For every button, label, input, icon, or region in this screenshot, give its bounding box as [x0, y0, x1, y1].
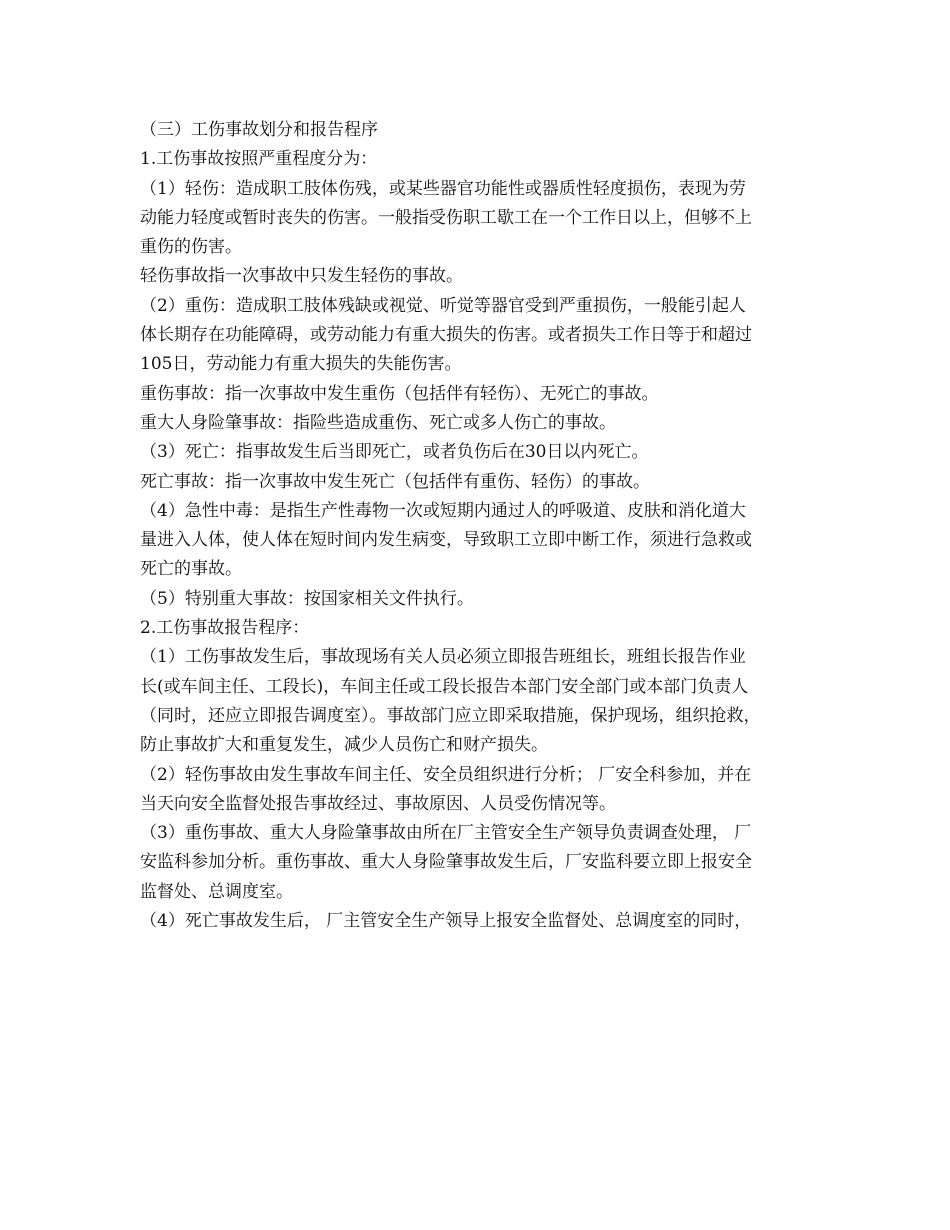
text-line: 安监科参加分析。重伤事故、重大人身险肇事故发生后，厂安监科要立即上报安全	[140, 852, 752, 873]
text-line: 防止事故扩大和重复发生，减少人员伤亡和财产损失。	[140, 735, 548, 756]
text-line: 当天向安全监督处报告事故经过、事故原因、人员受伤情况等。	[140, 793, 616, 814]
text-line: 动能力轻度或暂时丧失的伤害。一般指受伤职工歇工在一个工作日以上，但够不上	[140, 207, 752, 228]
text-line: （2）轻伤事故由发生事故车间主任、安全员组织进行分析； 厂安全科参加，并在	[140, 764, 752, 785]
text-line: （5）特别重大事故：按国家相关文件执行。	[140, 588, 474, 609]
text-line: 体长期存在功能障碍，或劳动能力有重大损失的伤害。或者损失工作日等于和超过	[140, 325, 752, 346]
text-line: （3）死亡：指事故发生后当即死亡，或者负伤后在30日以内死亡。	[140, 442, 649, 463]
text-line: 死亡的事故。	[140, 559, 242, 580]
text-line: 死亡事故：指一次事故中发生死亡（包括伴有重伤、轻伤）的事故。	[140, 471, 650, 492]
text-line: （4）死亡事故发生后， 厂主管安全生产领导上报安全监督处、总调度室的同时，	[140, 911, 752, 932]
text-line: （同时，还应立即报告调度室）。事故部门应立即采取措施，保护现场，组织抢救，	[140, 705, 761, 726]
subheading-classification: 1.工伤事故按照严重程度分为：	[140, 149, 378, 170]
text-line: （1）轻伤：造成职工肢体伤残，或某些器官功能性或器质性轻度损伤，表现为劳	[140, 178, 746, 199]
text-line: （2）重伤：造成职工肢体残缺或视觉、听觉等器官受到严重损伤，一般能引起人	[140, 295, 746, 316]
text-line: 重伤事故：指一次事故中发生重伤（包括伴有轻伤）、无死亡的事故。	[140, 383, 659, 404]
text-line: （3）重伤事故、重大人身险肇事故由所在厂主管安全生产领导负责调查处理， 厂	[140, 823, 752, 844]
document-body	[140, 116, 830, 936]
subheading-reporting: 2.工伤事故报告程序：	[140, 618, 310, 639]
text-line: 重大人身险肇事故：指险些造成重伤、死亡或多人伤亡的事故。	[140, 412, 616, 433]
text-line: 105日，劳动能力有重大损失的失能伤害。	[140, 354, 462, 375]
text-line: 监督处、总调度室。	[140, 881, 293, 902]
text-line: （4）急性中毒：是指生产性毒物一次或短期内通过人的呼吸道、皮肤和消化道大	[140, 500, 746, 521]
section-heading: （三）工伤事故划分和报告程序	[140, 120, 378, 140]
text-line: 重伤的伤害。	[140, 237, 242, 258]
text-line: 量进入人体，使人体在短时间内发生病变，导致职工立即中断工作，须进行急救或	[140, 530, 752, 551]
text-line: 轻伤事故指一次事故中只发生轻伤的事故。	[140, 266, 463, 287]
text-line: 长(或车间主任、工段长)，车间主任或工段长报告本部门安全部门或本部门负责人	[140, 676, 749, 697]
text-line: （1）工伤事故发生后，事故现场有关人员必须立即报告班组长，班组长报告作业	[140, 647, 746, 668]
